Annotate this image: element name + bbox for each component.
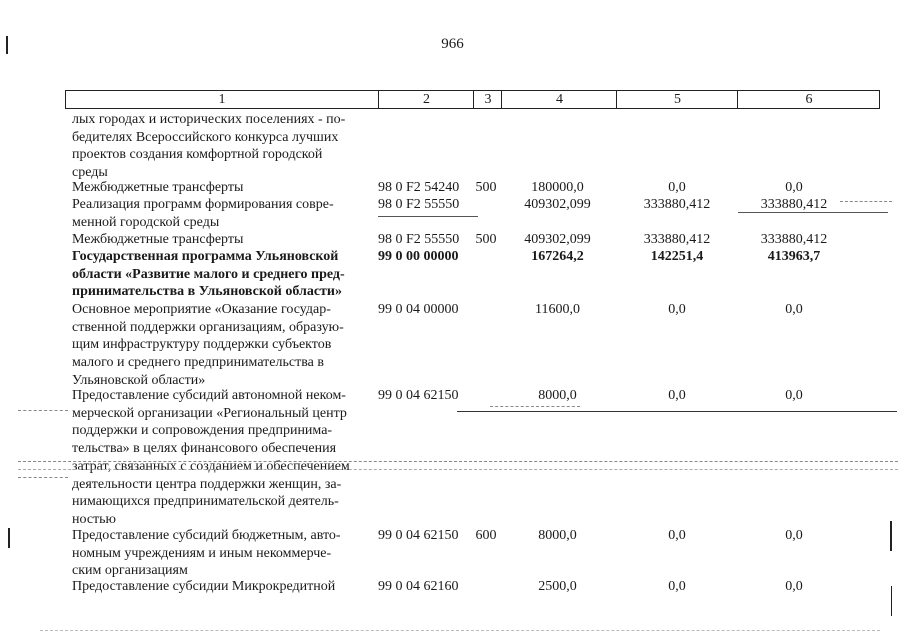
- column-header-5: 5: [616, 91, 738, 108]
- row-name-line: ностью: [72, 511, 117, 527]
- row-csr: 99 0 04 62150: [378, 388, 459, 403]
- row-name-line: мерческой организации «Региональный центр: [72, 405, 347, 421]
- row-name-line: нимающихся предпринимательской деятель-: [72, 494, 339, 510]
- row-name-line: поддержки и сопровождения предпринима-: [72, 423, 333, 439]
- row-csr: 99 0 00 00000: [378, 249, 459, 264]
- scan-artifact-line: [18, 469, 898, 471]
- row-value-1: 2500,0: [538, 579, 577, 594]
- row-value-2: 333880,412: [643, 232, 711, 247]
- row-name: [72, 179, 366, 197]
- row-name-line: щим инфраструктуру поддержки субъектов: [72, 337, 332, 353]
- column-header-2: 2: [378, 91, 474, 108]
- row-name-line: ственной поддержки организациям, образую-: [72, 319, 344, 335]
- row-name: [72, 111, 366, 182]
- row-value-3: 333880,412: [760, 232, 828, 247]
- row-name-line: ским организациям: [72, 563, 188, 579]
- row-name-line: номным учреждениям и иным некоммерче-: [72, 545, 332, 561]
- table-column-header: [65, 90, 880, 109]
- row-value-3: 333880,412: [760, 197, 828, 212]
- row-value-1: 409302,099: [524, 197, 591, 212]
- row-name: [72, 231, 366, 249]
- row-vr: 500: [475, 180, 497, 195]
- row-name: [72, 301, 366, 390]
- row-value-2: 0,0: [668, 180, 686, 195]
- row-name-line: Реализация программ формирования совре-: [72, 197, 334, 212]
- row-value-3: 0,0: [785, 180, 803, 195]
- row-value-2: 0,0: [668, 528, 686, 543]
- row-value-3: 413963,7: [767, 249, 821, 264]
- scan-artifact-line: [840, 201, 892, 203]
- row-name-line: малого и среднего предпринимательства в: [72, 355, 324, 371]
- row-name-line: менной городской среды: [72, 214, 220, 230]
- row-name-line: Межбюджетные трансферты: [72, 180, 244, 195]
- row-name-line: Государственная программа Ульяновской: [72, 249, 339, 264]
- scan-edge-mark: [891, 586, 892, 616]
- scan-artifact-line: [490, 406, 580, 408]
- row-value-1: 8000,0: [538, 528, 577, 543]
- row-name-line: деятельности центра поддержки женщин, за-: [72, 476, 342, 492]
- scan-edge-mark: [6, 36, 8, 54]
- row-value-1: 167264,2: [531, 249, 584, 264]
- row-name-line: Ульяновской области»: [72, 372, 206, 388]
- row-csr: 98 0 F2 55550: [378, 197, 460, 212]
- row-name-line: области «Развитие малого и среднего пред-: [72, 266, 345, 282]
- row-name: [72, 248, 366, 301]
- row-value-2: 0,0: [668, 388, 686, 403]
- row-value-2: 142251,4: [650, 249, 704, 264]
- row-name-line: затрат, связанных с созданием и обеспечением: [72, 458, 350, 474]
- row-value-3: 0,0: [785, 302, 803, 317]
- scan-artifact-line: [18, 461, 898, 463]
- row-csr: 99 0 04 62160: [378, 579, 459, 594]
- row-value-1: 409302,099: [524, 232, 591, 247]
- row-csr: 98 0 F2 54240: [378, 180, 460, 195]
- scan-artifact-line: [18, 410, 68, 412]
- row-name-line: Предоставление субсидий автономной неком-: [72, 388, 346, 403]
- row-name-line: бедителях Всероссийского конкурса лучших: [72, 129, 339, 145]
- scan-artifact-line: [457, 411, 897, 412]
- row-name-line: Предоставление субсидии Микрокредитной: [72, 579, 336, 594]
- scan-artifact-line: [738, 212, 888, 213]
- row-name: [72, 527, 366, 580]
- column-header-1: 1: [218, 92, 226, 107]
- scan-artifact-line: [18, 477, 68, 479]
- row-name-line: Основное мероприятие «Оказание государ-: [72, 302, 331, 317]
- row-value-2: 0,0: [668, 302, 686, 317]
- row-vr: 500: [475, 232, 497, 247]
- row-name-line: Межбюджетные трансферты: [72, 232, 244, 247]
- scan-artifact-line: [378, 216, 478, 217]
- row-name: [72, 387, 366, 529]
- row-name-line: тельства» в целях финансового обеспечения: [72, 441, 337, 457]
- row-name-line: проектов создания комфортной городской: [72, 147, 323, 163]
- row-csr: 99 0 04 62150: [378, 528, 459, 543]
- row-value-1: 8000,0: [538, 388, 577, 403]
- column-header-6: 6: [737, 91, 880, 108]
- scan-artifact-line: [40, 630, 880, 632]
- row-csr: 98 0 F2 55550: [378, 232, 460, 247]
- row-value-3: 0,0: [785, 528, 803, 543]
- row-value-1: 11600,0: [535, 302, 580, 317]
- row-value-3: 0,0: [785, 388, 803, 403]
- row-value-1: 180000,0: [531, 180, 584, 195]
- page-number: 966: [441, 36, 464, 52]
- row-vr: 600: [475, 528, 497, 543]
- row-csr: 99 0 04 00000: [378, 302, 459, 317]
- row-name-line: среды: [72, 165, 108, 181]
- row-name-line: Предоставление субсидий бюджетным, авто-: [72, 528, 341, 543]
- row-name-line: лых городах и исторических поселениях - по-: [72, 112, 346, 127]
- column-header-3: 3: [473, 91, 502, 108]
- row-value-3: 0,0: [785, 579, 803, 594]
- scan-edge-mark: [8, 528, 10, 548]
- column-header-4: 4: [501, 91, 617, 108]
- row-name: [72, 578, 366, 596]
- scan-edge-mark: [890, 521, 892, 551]
- row-value-2: 0,0: [668, 579, 686, 594]
- row-name: [72, 196, 366, 231]
- row-value-2: 333880,412: [643, 197, 711, 212]
- row-name-line: принимательства в Ульяновской области»: [72, 284, 342, 300]
